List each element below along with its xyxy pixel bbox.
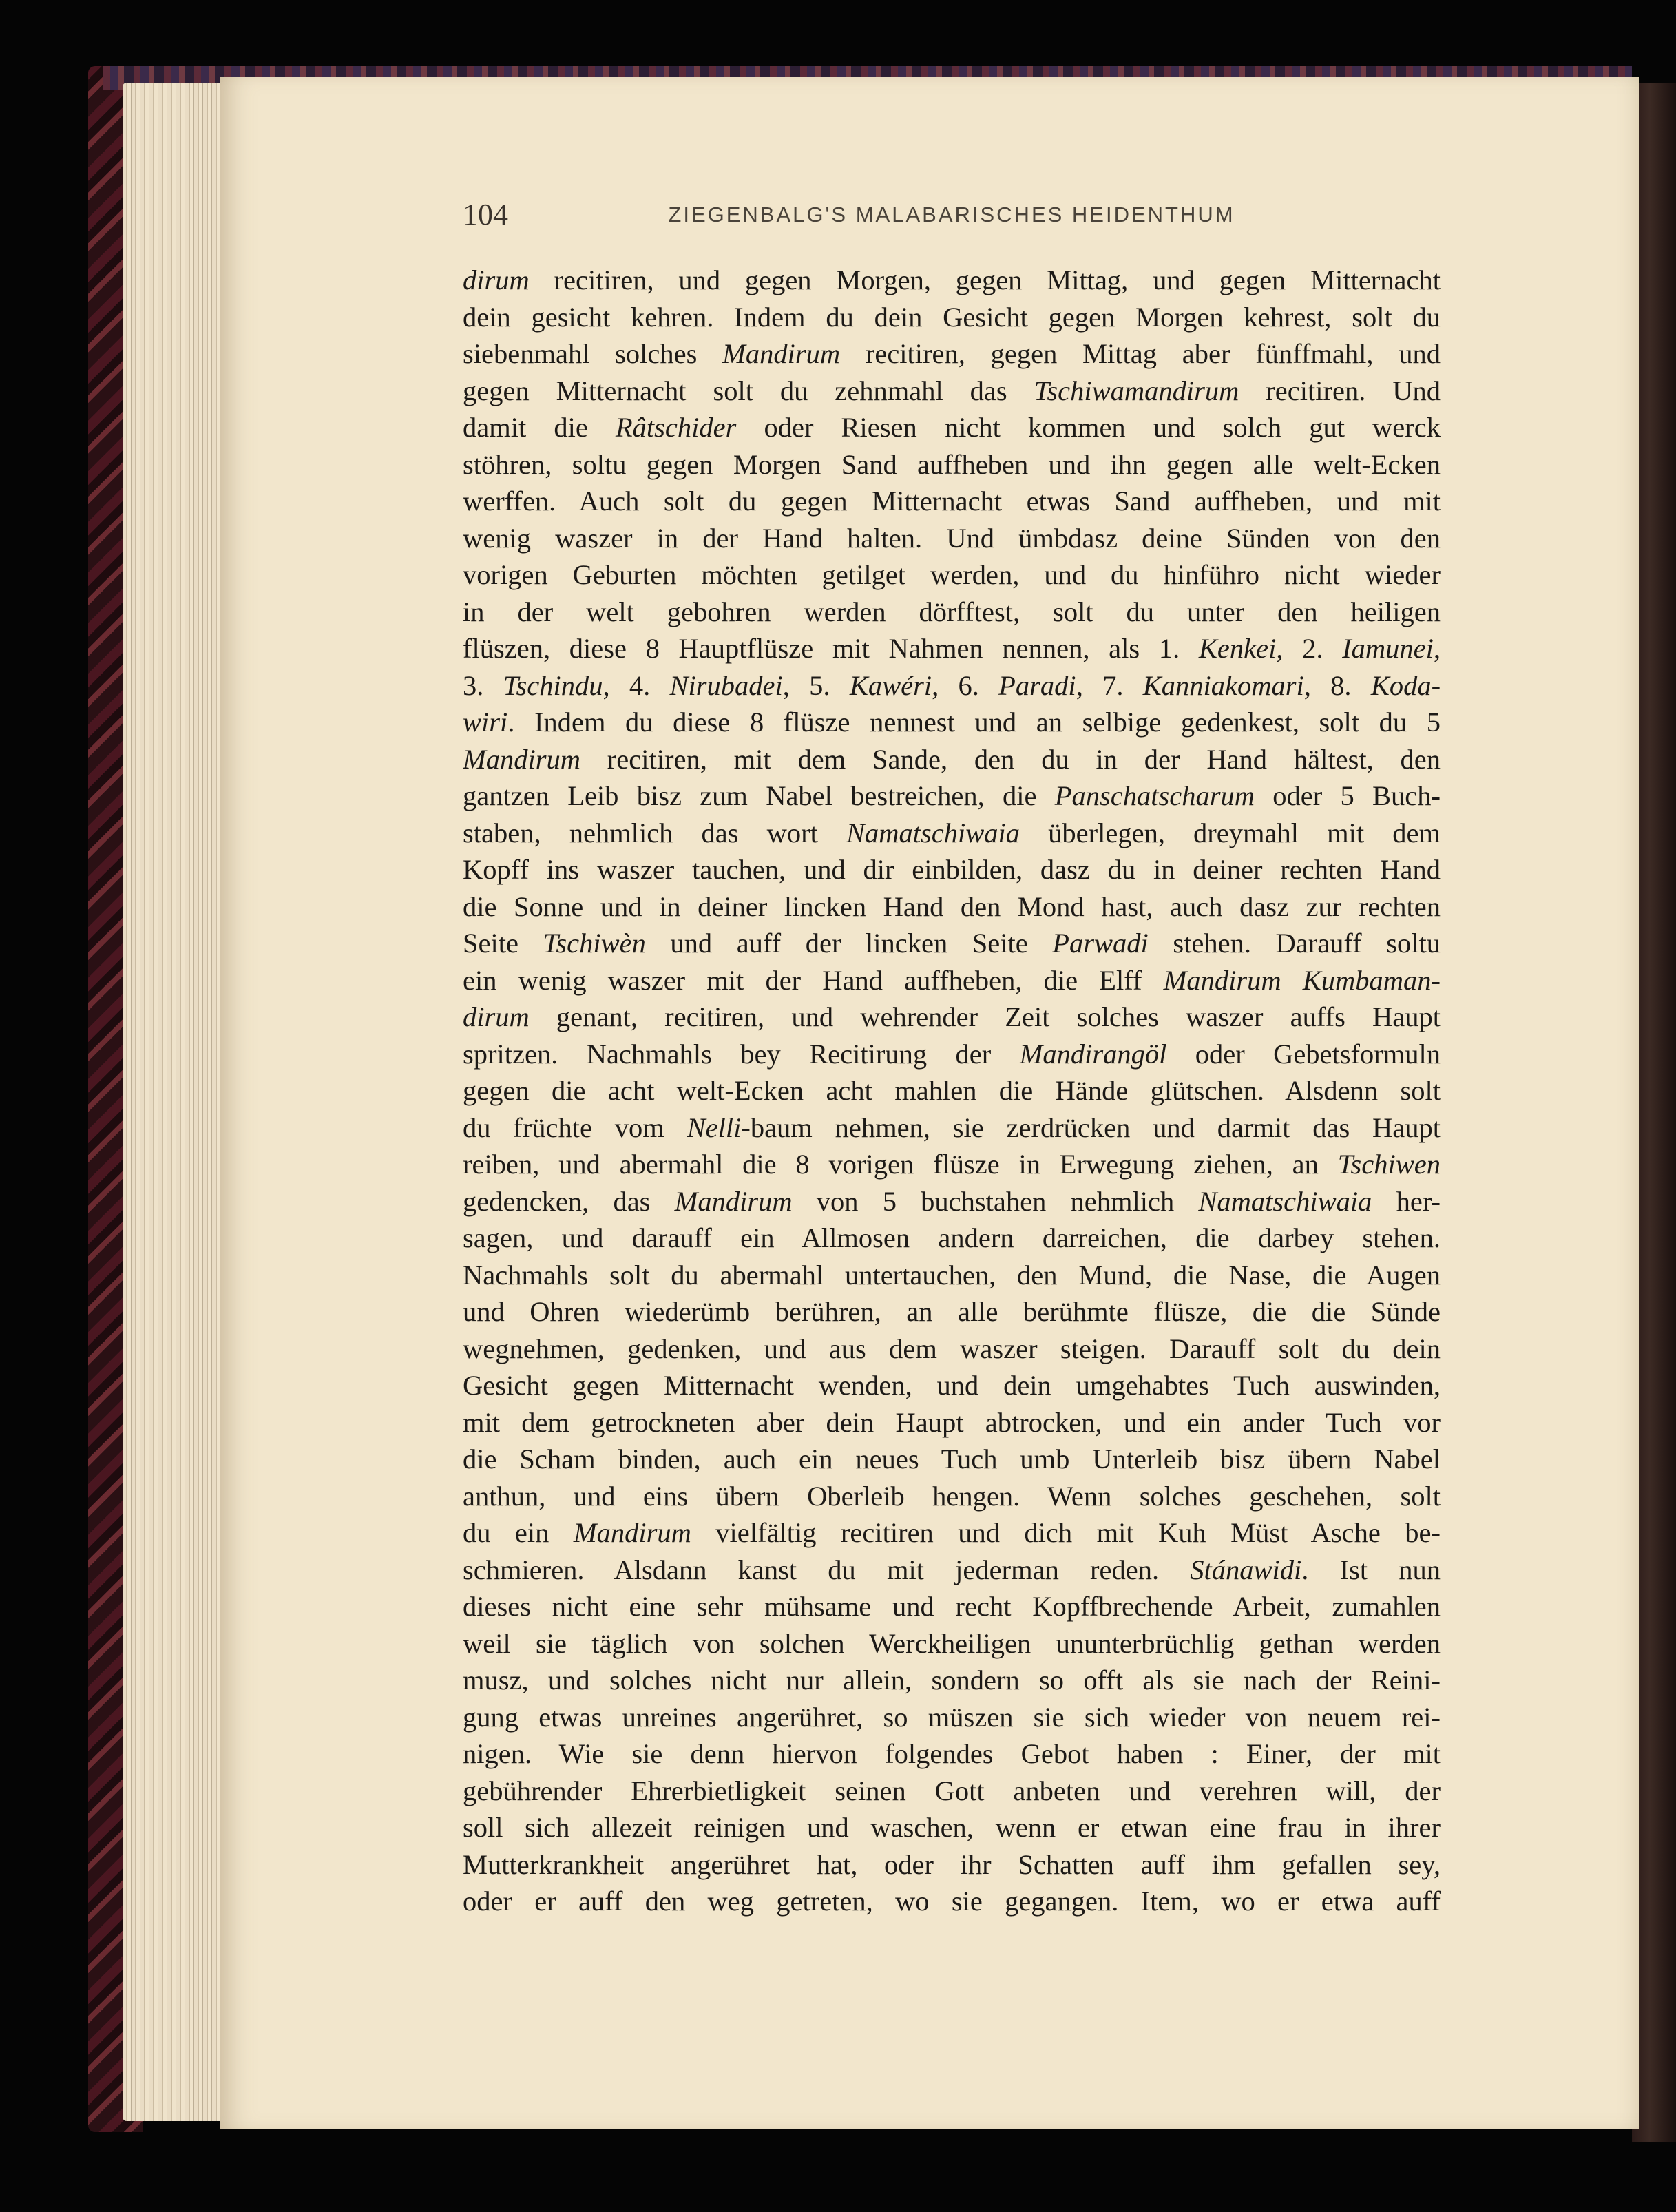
text-run: , (1433, 633, 1441, 664)
text-run: oder 5 Buch- (1254, 780, 1441, 811)
text-line (463, 409, 1441, 446)
text-run: ein wenig waszer mit der Hand auffheben, die Elff (463, 964, 1164, 996)
text-run: her- (1372, 1185, 1441, 1217)
text-run: gegen Mitternacht solt du zehnmahl das (463, 375, 1034, 406)
text-run: recitiren, und gegen Morgen, gegen Mittag, und gegen Mitternacht (529, 264, 1441, 295)
text-line (463, 299, 1441, 336)
text-line (463, 741, 1441, 778)
italic-term: Nelli (687, 1112, 742, 1143)
text-line (463, 446, 1441, 483)
text-line (463, 1257, 1441, 1294)
text-line (463, 1662, 1441, 1699)
text-run: damit die (463, 412, 616, 443)
text-run: vorigen Geburten möchten getilget werden, und du hinführo nicht wieder (463, 559, 1441, 590)
text-line (463, 851, 1441, 888)
text-run: gegen die acht welt-Ecken acht mahlen die Hände glütschen. Alsdenn solt (463, 1075, 1441, 1106)
text-run: musz, und solches nicht nur allein, sondern so offt als sie nach der Reini- (463, 1665, 1441, 1695)
text-run: , 2. (1276, 633, 1343, 664)
text-run: reiben, und abermahl die 8 vorigen flüsze in Erwegung ziehen, an (463, 1149, 1338, 1180)
text-line (463, 1109, 1441, 1147)
text-line (463, 483, 1441, 520)
text-run: , 4. (603, 669, 670, 701)
italic-term: Nirubadei (669, 669, 783, 701)
text-run: dein gesicht kehren. Indem du dein Gesicht gegen Morgen kehrest, solt du (463, 301, 1441, 333)
text-line (463, 1773, 1441, 1810)
text-line (463, 262, 1441, 299)
text-line (463, 704, 1441, 741)
text-run: soll sich allezeit reinigen und waschen, wenn er etwan eine frau in ihrer (463, 1812, 1441, 1843)
text-run: anthun, und eins übern Oberleib hengen. Wenn solches geschehen, solt (463, 1480, 1441, 1512)
italic-term: Panschatscharum (1054, 780, 1255, 811)
text-run: sagen, und darauff ein Allmosen andern darreichen, die darbey stehen. (463, 1222, 1441, 1253)
text-run: -baum nehmen, sie zerdrücken und darmit das Haupt (741, 1112, 1441, 1143)
text-line (463, 888, 1441, 926)
italic-term: Râtschider (615, 412, 737, 443)
text-run: spritzen. Nachmahls bey Recitirung der (463, 1038, 1020, 1070)
text-run: weil sie täglich von solchen Werckheiligen ununterbrüchlig gethan werden (463, 1627, 1441, 1659)
text-run: vielfältig recitiren und dich mit Kuh Müst Asche be- (691, 1517, 1441, 1548)
text-run: recitiren, gegen Mittag aber fünffmahl, und (840, 338, 1441, 369)
text-line (463, 1588, 1441, 1625)
text-run: dieses nicht eine sehr mühsame und recht Kopffbrechende Arbeit, zumahlen (463, 1591, 1441, 1622)
text-line (463, 1809, 1441, 1846)
text-run: mit dem getrockneten aber dein Haupt abtrocken, und ein ander Tuch vor (463, 1406, 1441, 1438)
text-run: recitiren, mit dem Sande, den du in der Hand hältest, den (580, 743, 1441, 775)
text-line (463, 1404, 1441, 1441)
text-run: 3. (463, 669, 503, 701)
text-run: oder Gebetsformuln (1166, 1038, 1441, 1070)
text-run: du früchte vom (463, 1112, 687, 1143)
italic-term: Iamunei (1342, 633, 1434, 664)
text-line (463, 925, 1441, 962)
text-line (463, 1183, 1441, 1220)
text-line (463, 999, 1441, 1036)
italic-term: Mandirum (674, 1185, 793, 1217)
italic-term: Mandirum (722, 338, 841, 369)
text-run: wenig waszer in der Hand halten. Und ümbdasz deine Sünden von den (463, 522, 1441, 554)
text-run: , 7. (1076, 669, 1143, 701)
italic-term: dirum (463, 1001, 530, 1032)
text-line (463, 962, 1441, 999)
text-run: in der welt gebohren werden dörfftest, solt du unter den heiligen (463, 596, 1441, 627)
text-run: überlegen, dreymahl mit dem (1020, 817, 1441, 848)
italic-term: Tschiwen (1337, 1149, 1441, 1180)
text-line (463, 1441, 1441, 1478)
text-line (463, 1699, 1441, 1736)
text-run: gedencken, das (463, 1185, 675, 1217)
text-run: die Scham binden, auch ein neues Tuch umb Unterleib bisz übern Nabel (463, 1443, 1441, 1474)
text-line (463, 630, 1441, 667)
text-line (463, 1883, 1441, 1920)
italic-term: Mandirum Kumbaman- (1163, 964, 1441, 996)
italic-term: Kenkei (1198, 633, 1277, 664)
text-run: Kopff ins waszer tauchen, und dir einbilden, dasz du in deiner rechten Hand (463, 854, 1441, 885)
text-run: stehen. Darauff soltu (1148, 928, 1441, 959)
italic-term: dirum (463, 264, 530, 295)
text-run: und Ohren wiederümb berühren, an alle berühmte flüsze, die die Sünde (463, 1296, 1441, 1327)
text-run: Gesicht gegen Mitternacht wenden, und dein umgehabtes Tuch auswinden, (463, 1370, 1441, 1401)
text-run: Seite (463, 928, 543, 959)
italic-term: Parwadi (1052, 928, 1149, 959)
text-run: gebührender Ehrerbietligkeit seinen Gott anbeten und verehren will, der (463, 1775, 1441, 1806)
text-run: Nachmahls solt du abermahl untertauchen, den Mund, die Nase, die Augen (463, 1259, 1441, 1291)
text-line (463, 1072, 1441, 1109)
text-line (463, 556, 1441, 594)
text-run: schmieren. Alsdann kanst du mit jederman reden. (463, 1554, 1191, 1585)
text-run: gantzen Leib bisz zum Nabel bestreichen, die (463, 780, 1055, 811)
text-line (463, 667, 1441, 705)
text-run: oder er auff den weg getreten, wo sie gegangen. Item, wo er etwa auff (463, 1886, 1441, 1917)
text-run: . Ist nun (1301, 1554, 1441, 1585)
italic-term: Stánawidi (1190, 1554, 1302, 1585)
italic-term: Mandirangöl (1019, 1038, 1167, 1070)
text-line (463, 520, 1441, 557)
text-run: stöhren, soltu gegen Morgen Sand auffheben und ihn gegen alle welt-Ecken (463, 448, 1441, 480)
text-run: die Sonne und in deiner lincken Hand den Mond hast, auch dasz zur rechten (463, 890, 1441, 922)
text-line (463, 335, 1441, 373)
text-run: du ein (463, 1517, 574, 1548)
text-line (463, 373, 1441, 410)
text-run: recitiren. Und (1239, 375, 1441, 406)
text-line (463, 1514, 1441, 1552)
text-line (463, 594, 1441, 631)
text-line (463, 778, 1441, 815)
text-run: oder Riesen nicht kommen und solch gut werck (736, 412, 1441, 443)
italic-term: Paradi (998, 669, 1076, 701)
text-run: nigen. Wie sie denn hiervon folgendes Gebot haben : Einer, der mit (463, 1738, 1441, 1769)
italic-term: wiri (463, 707, 508, 738)
text-line (463, 1146, 1441, 1183)
text-run: gung etwas unreines angerühret, so müszen sie sich wieder von neuem rei- (463, 1701, 1441, 1733)
text-run: staben, nehmlich das wort (463, 817, 846, 848)
text-line (463, 1331, 1441, 1368)
italic-term: Tschindu (503, 669, 603, 701)
text-line (463, 1478, 1441, 1515)
text-run: werffen. Auch solt du gegen Mitternacht etwas Sand auffheben, und mit (463, 486, 1441, 517)
italic-term: Tschiwamandirum (1034, 375, 1239, 406)
text-run: , 8. (1303, 669, 1371, 701)
italic-term: Mandirum (573, 1517, 691, 1548)
italic-term: Kawéri (849, 669, 932, 701)
body-text (463, 262, 1441, 1920)
italic-term: Mandirum (463, 743, 580, 775)
text-run: wegnehmen, gedenken, und aus dem waszer steigen. Darauff solt du dein (463, 1333, 1441, 1364)
italic-term: Namatschiwaia (1198, 1185, 1372, 1217)
text-line (463, 1552, 1441, 1589)
text-line (463, 1625, 1441, 1662)
text-line (463, 1036, 1441, 1073)
italic-term: Koda- (1370, 669, 1441, 701)
text-run: Mutterkrankheit angerühret hat, oder ihr Schatten auff ihm gefallen sey, (463, 1848, 1441, 1880)
text-line (463, 1220, 1441, 1257)
italic-term: Namatschiwaia (846, 817, 1020, 848)
text-run: siebenmahl solches (463, 338, 723, 369)
text-run: , 6. (932, 669, 999, 701)
page-number: 104 (463, 198, 508, 231)
text-run: von 5 buchstahen nehmlich (792, 1185, 1199, 1217)
text-run: flüszen, diese 8 Hauptflüsze mit Nahmen nennen, als 1. (463, 633, 1199, 664)
text-line (463, 1293, 1441, 1331)
text-run: genant, recitiren, und wehrender Zeit solches waszer auffs Haupt (529, 1001, 1441, 1032)
running-title: ZIEGENBALG'S MALABARISCHES HEIDENTHUM (668, 202, 1235, 227)
text-run: . Indem du diese 8 flüsze nennest und an selbige gedenkest, solt du 5 (507, 707, 1441, 738)
text-run: , 5. (782, 669, 850, 701)
italic-term: Tschiwèn (543, 928, 646, 959)
text-line (463, 1367, 1441, 1404)
text-line (463, 815, 1441, 852)
text-line (463, 1846, 1441, 1884)
text-run: und auff der lincken Seite (645, 928, 1053, 959)
page-header (463, 194, 1441, 236)
italic-term: Kanniakomari (1142, 669, 1304, 701)
text-line (463, 1735, 1441, 1773)
